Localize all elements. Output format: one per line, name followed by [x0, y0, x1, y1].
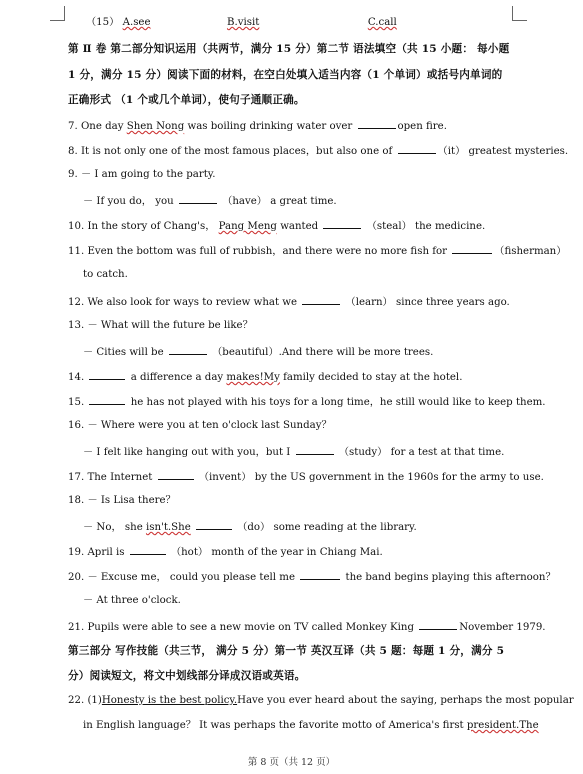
answer-blank[interactable]: [196, 519, 232, 530]
section-3-heading-line-1: 第三部分 写作技能（共三节， 满分 5 分）第一节 英汉互译（共 5 题：每题 1 分，满分 5: [68, 645, 505, 657]
answer-blank[interactable]: [130, 544, 166, 555]
answer-blank[interactable]: [89, 394, 125, 405]
answer-blank[interactable]: [89, 369, 125, 380]
section-2-heading-line-3: 正确形式 （1 个或几个单词），使句子通顺正确。: [68, 94, 305, 106]
answer-blank[interactable]: [302, 294, 340, 305]
question-20-line-2: － At three o'clock.: [83, 595, 181, 606]
answer-blank[interactable]: [358, 118, 396, 129]
question-15-options: [86, 16, 536, 30]
question-14: 14. a difference a day makes!My family decided to stay at the hotel.: [68, 369, 518, 385]
question-11-line-2: to catch.: [83, 269, 128, 280]
option-b: B.visit: [226, 17, 260, 28]
answer-blank[interactable]: [398, 143, 436, 154]
page-footer: 第 8 页（共 12 页）: [247, 757, 336, 768]
question-10: 10. In the story of Chang's， Pang Meng wanted （steal） the medicine.: [68, 218, 518, 234]
question-11-line-1: 11. Even the bottom was full of rubbish，and there were no more fish for （fisherman）: [68, 243, 518, 259]
question-22-line-2: in English language？ It was perhaps the favorite motto of America's first president.The: [83, 720, 539, 731]
answer-blank[interactable]: [296, 444, 334, 455]
question-9-line-2: － If you do， you （have） a great time.: [83, 193, 533, 209]
question-21: 21. Pupils were able to see a new movie on TV called Monkey King November 1979.: [68, 619, 518, 635]
answer-blank[interactable]: [158, 469, 194, 480]
section-2-heading-line-1: 第 Ⅱ 卷 第二部分知识运用（共两节，满分 15 分）第二节 语法填空（共 15 小题： 每小题: [68, 43, 510, 55]
question-18-line-2: － No， she isn't.She （do） some reading at the library.: [83, 519, 533, 535]
answer-blank[interactable]: [323, 218, 361, 229]
question-16-line-1: 16. － Where were you at ten o'clock last Sunday？: [68, 420, 332, 431]
option-a: A.see: [122, 17, 151, 28]
answer-blank[interactable]: [419, 619, 457, 630]
question-12: 12. We also look for ways to review what we （learn） since three years ago.: [68, 294, 518, 310]
answer-blank[interactable]: [179, 193, 217, 204]
question-number: （15）: [86, 17, 120, 28]
question-18-line-1: 18. － Is Lisa there？: [68, 495, 176, 506]
crop-mark-top-left: [50, 6, 65, 21]
question-13-line-1: 13. － What will the future be like？: [68, 320, 253, 331]
answer-blank[interactable]: [452, 243, 492, 254]
section-3-heading-line-2: 分）阅读短文，将文中划线部分译成汉语或英语。: [68, 670, 306, 682]
question-22-line-1: 22. (1)Honesty is the best policy.Have you ever heard about the saying, perhaps the most popular: [68, 695, 574, 706]
question-9-line-1: 9. － I am going to the party.: [68, 169, 216, 180]
question-20-line-1: 20. － Excuse me， could you please tell me the band begins playing this afternoon？: [68, 569, 518, 585]
underlined-sentence: Honesty is the best policy.: [101, 695, 238, 706]
question-13-line-2: － Cities will be （beautiful）.And there will be more trees.: [83, 344, 533, 360]
question-17: 17. The Internet （invent） by the US government in the 1960s for the army to use.: [68, 469, 518, 485]
question-15: 15. he has not played with his toys for a long time，he still would like to keep them.: [68, 394, 518, 410]
answer-blank[interactable]: [300, 569, 340, 580]
answer-blank[interactable]: [169, 344, 207, 355]
question-16-line-2: － I felt like hanging out with you，but I （study） for a test at that time.: [83, 444, 533, 460]
question-19: 19. April is （hot） month of the year in Chiang Mai.: [68, 544, 518, 560]
option-c: C.call: [367, 17, 397, 28]
question-8: 8. It is not only one of the most famous places，but also one of （it） greatest mysteries.: [68, 143, 518, 159]
question-7: 7. One day Shen Nong was boiling drinking water over open fire.: [68, 118, 518, 134]
section-2-heading-line-2: 1 分，满分 15 分）阅读下面的材料，在空白处填入适当内容（1 个单词）或括号内单词的: [68, 69, 503, 81]
